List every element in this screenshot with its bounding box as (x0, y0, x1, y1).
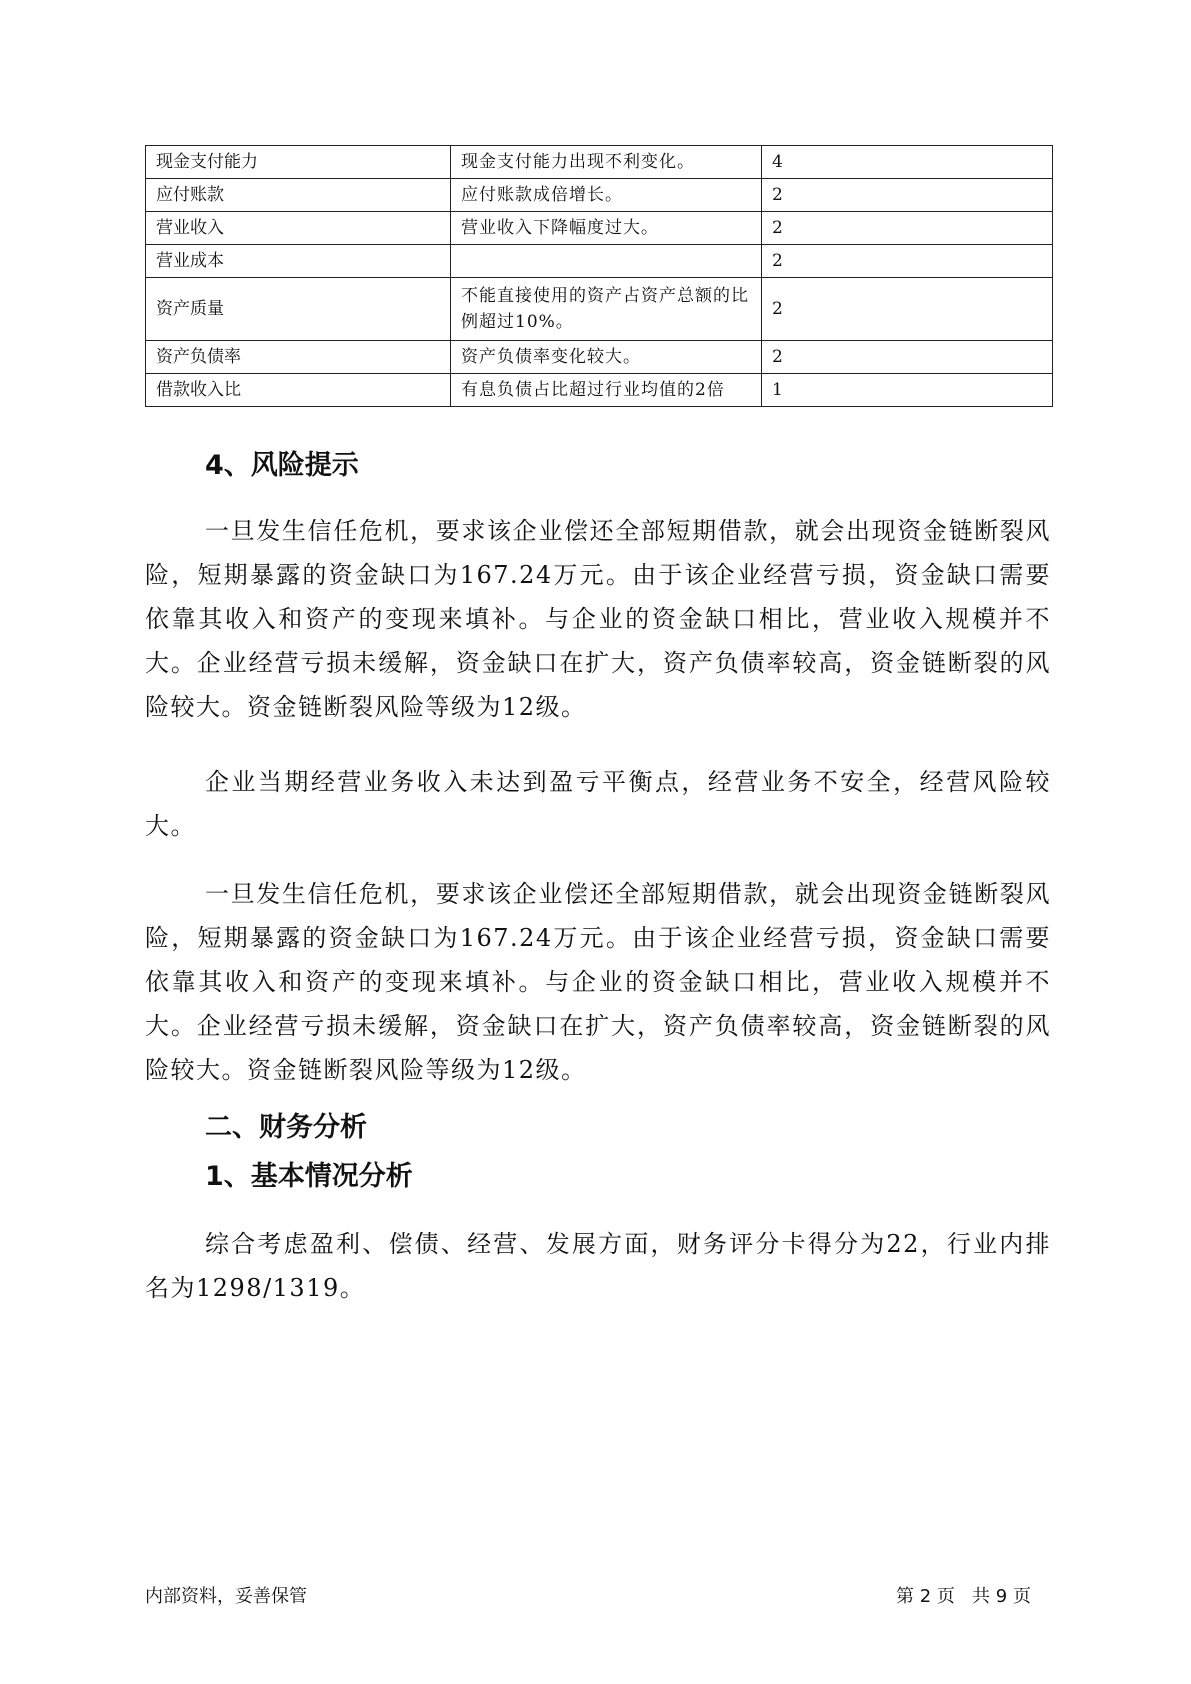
footer-confidential: 内部资料，妥善保管 (145, 1586, 307, 1607)
table-cell-score: 2 (762, 341, 1053, 374)
table-row (146, 179, 1053, 212)
table-cell-item: 借款收入比 (146, 374, 451, 407)
table-cell-item: 营业成本 (146, 245, 451, 278)
paragraph-risk-3: 一旦发生信任危机，要求该企业偿还全部短期借款，就会出现资金链断裂风险，短期暴露的资金缺口为167.24万元。由于该企业经营亏损，资金缺口需要依靠其收入和资产的变现来填补。与企业的资金缺口相比，营业收入规模并不大。企业经营亏损未缓解，资金缺口在扩大，资产负债率较高，资金链断裂的风险较大。资金链断裂风险等级为12级。 (145, 880, 1051, 1084)
table-cell-desc: 现金支付能力出现不利变化。 (451, 146, 762, 179)
table-cell-score: 2 (762, 179, 1053, 212)
table-cell-item: 应付账款 (146, 179, 451, 212)
paragraph-risk-2: 企业当期经营业务收入未达到盈亏平衡点，经营业务不安全，经营风险较大。 (145, 768, 1051, 840)
subsection-heading-basic: 1、基本情况分析 (205, 1161, 413, 1192)
table-cell-item: 资产负债率 (146, 341, 451, 374)
table-cell-desc: 营业收入下降幅度过大。 (451, 212, 762, 245)
table-cell-score: 1 (762, 374, 1053, 407)
table-cell-desc (451, 245, 762, 278)
table-cell-desc: 资产负债率变化较大。 (451, 341, 762, 374)
table-cell-item: 营业收入 (146, 212, 451, 245)
table-cell-desc: 应付账款成倍增长。 (451, 179, 762, 212)
section-heading-financial: 二、财务分析 (205, 1112, 367, 1143)
paragraph-basic-analysis: 综合考虑盈利、偿债、经营、发展方面，财务评分卡得分为22，行业内排名为1298/1319。 (145, 1230, 1051, 1302)
table-row (146, 212, 1053, 245)
table-cell-score: 4 (762, 146, 1053, 179)
risk-indicator-table (145, 145, 1053, 407)
table-row (146, 341, 1053, 374)
footer-page-number: 第 2 页 共 9 页 (896, 1586, 1031, 1607)
table-cell-item: 现金支付能力 (146, 146, 451, 179)
table-cell-desc: 不能直接使用的资产占资产总额的比例超过10%。 (451, 278, 762, 341)
table-row (146, 245, 1053, 278)
table-row (146, 278, 1053, 341)
table-row (146, 374, 1053, 407)
table-row (146, 146, 1053, 179)
paragraph-risk-1: 一旦发生信任危机，要求该企业偿还全部短期借款，就会出现资金链断裂风险，短期暴露的资金缺口为167.24万元。由于该企业经营亏损，资金缺口需要依靠其收入和资产的变现来填补。与企业的资金缺口相比，营业收入规模并不大。企业经营亏损未缓解，资金缺口在扩大，资产负债率较高，资金链断裂的风险较大。资金链断裂风险等级为12级。 (145, 517, 1051, 721)
table-cell-score: 2 (762, 278, 1053, 341)
table-cell-item: 资产质量 (146, 278, 451, 341)
table-cell-desc: 有息负债占比超过行业均值的2倍 (451, 374, 762, 407)
table-cell-score: 2 (762, 245, 1053, 278)
section-heading-risk: 4、风险提示 (205, 450, 359, 481)
table-cell-score: 2 (762, 212, 1053, 245)
